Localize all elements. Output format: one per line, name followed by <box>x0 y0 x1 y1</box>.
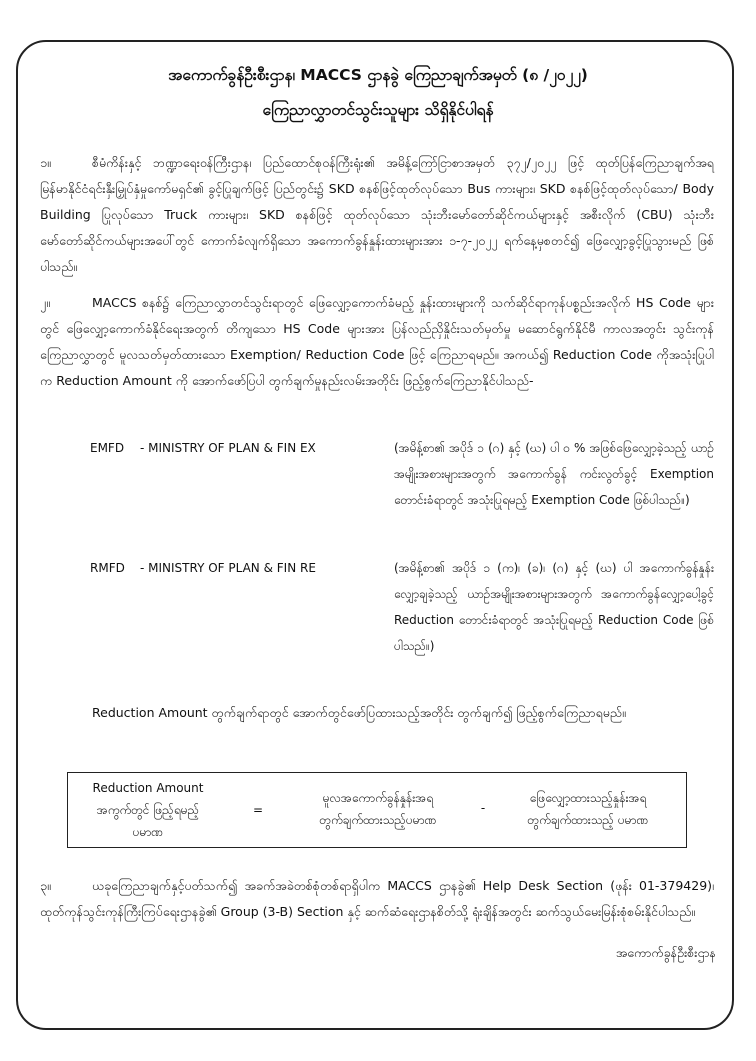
paragraph-1 <box>40 150 714 280</box>
code-description: (အမိန့်စာ၏ အပိုဒ် ၁ (ဂ) နှင့် (ဃ) ပါ ၀ % အဖြစ်ဖြေလျှော့ခဲ့သည့် ယာဉ်အမျိုးအစားများအတွက် အကောက်ခွန် ကင်းလွတ်ခွင့် Exemption တောင်းခံရာတွင် အသုံးပြုရမည့် Exemption Code ဖြစ်ပါသည်။) <box>394 441 714 507</box>
code-label <box>90 555 380 581</box>
minus-sign: - <box>480 801 486 815</box>
formula-box <box>67 772 687 848</box>
code-abbr: EMFD <box>90 441 125 455</box>
code-name: - MINISTRY OF PLAN & FIN EX <box>140 441 316 455</box>
paragraph-number: ၃။ <box>40 878 51 893</box>
announcement-subtitle: ကြေညာလွှာတင်သွင်းသူများ သိရှိနိုင်ပါရန် <box>262 101 494 119</box>
announcement-title: အကောက်ခွန်ဦးစီးဌာန၊ MACCS ဌာနခွဲ ကြေညာချက်အမှတ် (၈ /၂၀၂၂) <box>168 66 588 84</box>
code-label <box>90 435 380 461</box>
formula-middle-term: မူလအကောက်ခွန်နှုန်းအရ တွက်ချက်ထားသည့်ပမာဏ <box>319 791 437 827</box>
code-name: - MINISTRY OF PLAN & FIN RE <box>140 561 316 575</box>
paragraph-text: ယခုကြေညာချက်နှင့်ပတ်သက်၍ အခက်အခဲတစ်စုံတစ်ရာရှိပါက MACCS ဌာနခွဲ၏ Help Desk Section (ဖုန်း 01-379429)၊ ထုတ်ကုန်သွင်းကုန်ကြီးကြပ်ရေးဌာနခွဲ၏ Group (3-B) Section နှင့် ဆက်ဆံရေးဌာနစိတ်သို့ ရုံးချိန်အတွင်း ဆက်သွယ်မေးမြန်းစုံစမ်းနိုင်ပါသည်။ <box>40 878 714 919</box>
paragraph-number: ၁။ <box>40 155 51 170</box>
signature: အကောက်ခွန်ဦးစီးဌာန <box>615 945 716 960</box>
code-description: (အမိန့်စာ၏ အပိုဒ် ၁ (က)၊ (ခ)၊ (ဂ) နှင့် (ဃ) ပါ အကောက်ခွန်နှုန်းလျှော့ချခဲ့သည့် ယာဉ်အမျိုးအစားများအတွက် အကောက်ခွန်လျှော့ပေါ့ခွင့် Reduction တောင်းခံရာတွင် အသုံးပြုရမည့် Reduction Code ဖြစ်ပါသည်။) <box>394 561 714 653</box>
equals-sign: = <box>252 803 264 817</box>
paragraph-text: စီမံကိန်းနှင့် ဘဏ္ဍာရေးဝန်ကြီးဌာန၊ ပြည်ထောင်စုဝန်ကြီးရုံး၏ အမိန့်ကြော်ငြာစာအမှတ် ၃၇၂/၂၀၂၂ ဖြင့် ထုတ်ပြန်ကြေညာချက်အရ မြန်မာနိုင်ငံရင်းနှီးမြှုပ်နှံမှုကော်မရှင်၏ ခွင့်ပြုချက်ဖြင့် ပြည်တွင်း၌ SKD စနစ်ဖြင့်ထုတ်လုပ်သော Bus ကားများ၊ SKD စနစ်ဖြင့်ထုတ်လုပ်သော/ Body Building ပြုလုပ်သော Truck ကားများ၊ SKD စနစ်ဖြင့် ထုတ်လုပ်သော သုံးဘီးမော်တော်ဆိုင်ကယ်များနှင့် အစီးလိုက် (CBU) သုံးဘီးမော်တော်ဆိုင်ကယ်များအပေါ်တွင် ကောက်ခံလျက်ရှိသော အကောက်ခွန်နှုန်းထားများအား ၁-၇-၂၀၂၂ ရက်နေ့မှစတင်၍ ဖြေလျှော့ခွင့်ပြုသွားမည် ဖြစ်ပါသည်။ <box>40 155 714 274</box>
formula-left-term: Reduction Amount အကွက်တွင် ဖြည့်ရမည့် ပမာဏ <box>92 781 204 839</box>
code-abbr: RMFD <box>90 561 125 575</box>
paragraph-2 <box>40 290 714 394</box>
paragraph-4 <box>40 873 714 925</box>
paragraph-number: ၂။ <box>40 295 50 310</box>
paragraph-3: Reduction Amount တွက်ချက်ရာတွင် အောက်တွင်ဖော်ပြထားသည့်အတိုင်း တွက်ချက်၍ ဖြည့်စွက်ကြေညာရမည်။ <box>92 705 626 720</box>
paragraph-text: MACCS စနစ်၌ ကြေညာလွှာတင်သွင်းရာတွင် ဖြေလျှော့ကောက်ခံမည့် နှုန်းထားများကို သက်ဆိုင်ရာကုန်ပစ္စည်းအလိုက် HS Code များတွင် ဖြေလျှော့ကောက်ခံနိုင်ရေးအတွက် တိကျသော HS Code များအား ပြန်လည်ညှိနှိုင်းသတ်မှတ်မှု မဆောင်ရွက်နိုင်မီ ကာလအတွင်း သွင်းကုန်ကြေညာလွှာတွင် မူလသတ်မှတ်ထားသော Exemption/ Reduction Code ဖြင့် ကြေညာရမည်။ အကယ်၍ Reduction Code ကိုအသုံးပြုပါက Reduction Amount ကို အောက်ဖော်ပြပါ တွက်ချက်မှုနည်းလမ်းအတိုင်း ဖြည့်စွက်ကြေညာနိုင်ပါသည်- <box>40 295 714 388</box>
formula-right-term: ဖြေလျှော့ထားသည့်နှုန်းအရ တွက်ချက်ထားသည့် ပမာဏ <box>527 791 649 827</box>
